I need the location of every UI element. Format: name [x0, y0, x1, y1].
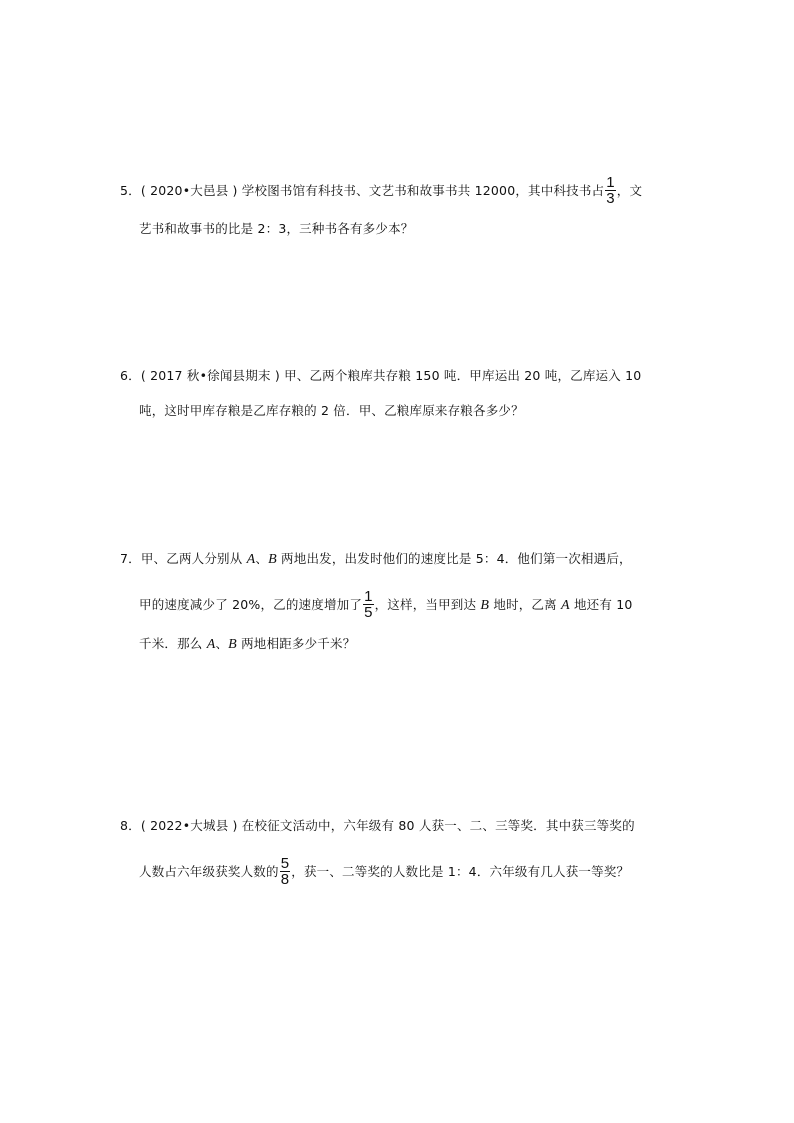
point-a-label: A — [206, 637, 216, 652]
q8-line-2 — [139, 857, 629, 888]
q7-text-2c: 地时，乙离 — [489, 597, 562, 612]
q7-line-2 — [139, 590, 633, 621]
q7-line-3 — [139, 636, 355, 653]
q8-text-2b: ，获一、二等奖的人数比是 1：4．六年级有几人获一等奖？ — [291, 864, 630, 879]
point-b-label: B — [228, 637, 237, 652]
q6-line-1: 6．( 2017 秋•徐闻县期末 ) 甲、乙两个粮库共存粮 150 吨．甲库运出 20 吨，乙库运入 10 — [120, 368, 642, 383]
frac-denominator: 5 — [364, 604, 373, 621]
q7-text-2d: 地还有 10 — [569, 597, 633, 612]
point-a-label: A — [561, 598, 570, 613]
point-b-label: B — [268, 552, 277, 567]
q5-text-1b: ，文 — [616, 183, 643, 198]
frac-denominator: 8 — [280, 871, 290, 888]
q7-text-3a: 千米．那么 — [139, 636, 207, 651]
separator: 、 — [255, 551, 269, 566]
point-b-label: B — [480, 598, 490, 613]
point-a-label: A — [246, 552, 256, 567]
fraction-one-third — [605, 175, 616, 206]
q8-text-2a: 人数占六年级获奖人数的 — [139, 864, 279, 879]
q7-text-1a: 7．甲、乙两人分别从 — [120, 551, 247, 566]
q7-text-2a: 甲的速度减少了 20%，乙的速度增加了 — [139, 597, 363, 612]
q5-line-2: 艺书和故事书的比是 2：3，三种书各有多少本？ — [139, 221, 414, 236]
q7-text-1b: 两地出发，出发时他们的速度比是 5：4．他们第一次相遇后， — [276, 551, 632, 566]
frac-numerator: 1 — [364, 588, 373, 605]
q5-line-1 — [120, 176, 642, 207]
separator: 、 — [215, 636, 229, 651]
q6-line-2: 吨，这时甲库存粮是乙库存粮的 2 倍．甲、乙粮库原来存粮各多少？ — [139, 403, 524, 418]
q5-text-1a: 5．( 2020•大邑县 ) 学校图书馆有科技书、文艺书和故事书共 12000，其中科技书占 — [120, 183, 605, 198]
q7-text-3b: 两地相距多少千米？ — [236, 636, 356, 651]
frac-denominator: 3 — [606, 190, 615, 207]
q7-text-2b: ，这样，当甲到达 — [374, 597, 481, 612]
q8-line-1: 8．( 2022•大城县 ) 在校征文活动中，六年级有 80 人获一、二、三等奖．其中获三等奖的 — [120, 818, 635, 833]
frac-numerator: 1 — [606, 174, 615, 191]
fraction-one-fifth — [363, 589, 374, 620]
fraction-five-eighths — [280, 856, 291, 887]
frac-numerator: 5 — [280, 855, 290, 872]
q7-line-1 — [120, 551, 632, 568]
